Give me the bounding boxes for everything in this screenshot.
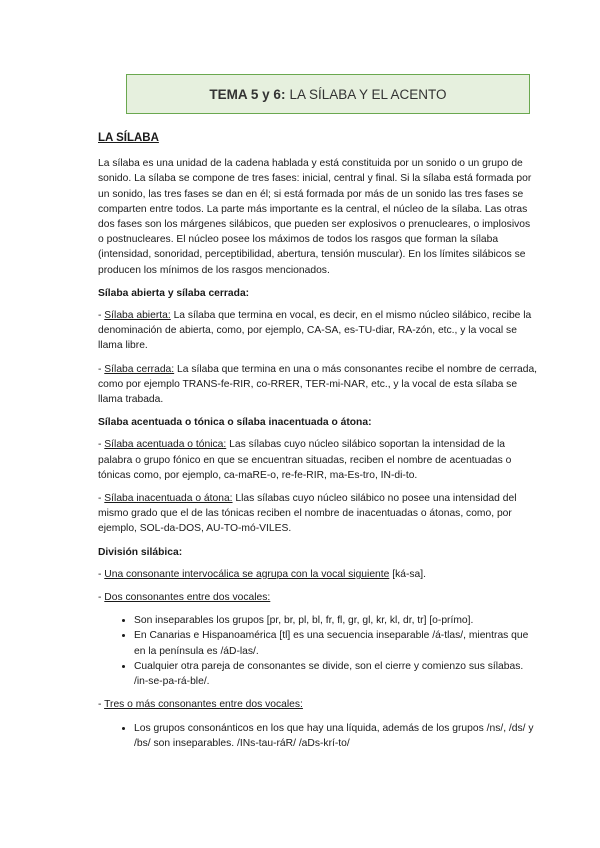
section-heading-division: División silábica: (98, 546, 183, 558)
rule-one-consonant: - Una consonante intervocálica se agrupa con la vocal siguiente [ká-sa]. (98, 568, 426, 580)
content (98, 131, 538, 759)
list-item: • Los grupos consonánticos en los que hay una líquida, además de los grupos /ns/, /ds/ y /bs/ son inseparables. /INs-tau-ráR/ /aDs-krí-to/ (134, 721, 538, 751)
list-item: • En Canarias e Hispanoamérica [tl] es una secuencia inseparable /á-tlas/, mientras que en la península es /áD-las/. (134, 628, 538, 658)
paragraph-tonica: - Sílaba acentuada o tónica: Las sílabas cuyo núcleo silábico soportan la intensidad de la palabra o grupo fónico en que se encuentran situadas, reciben el nombre de acentuadas o tónicas como, por ejemplo, ca-maRE-o, re-fe-RIR, ma-Es-tro, IN-di-to. (98, 439, 512, 481)
text-abierta: La sílaba que termina en vocal, es decir, en el mismo núcleo silábico, recibe la denominación de abierta, como, por ejemplo, CA-SA, es-TU-diar, RA-zón, etc., y la vocal se llama libre. (98, 310, 532, 352)
rule2-list (98, 613, 538, 689)
paragraph-cerrada: - Sílaba cerrada: La sílaba que termina en una o más consonantes recibe el nombre de cerrada, como por ejemplo TRANS-fe-RIR, co-RRER, TER-mi-NAR, etc., y la vocal de esta sílaba se llama trabada. (98, 363, 538, 406)
title-prefix: TEMA 5 y 6: (209, 86, 286, 102)
rule-three-consonants: - Tres o más consonantes entre dos vocales: (98, 699, 303, 711)
section-heading-tonica-atona: Sílaba acentuada o tónica o sílaba inacentuada o átona: (98, 417, 372, 429)
list-item: • Son inseparables los grupos [pr, br, pl, bl, fr, fl, gr, gl, kr, kl, dr, tr] [o-prímo]. (134, 613, 538, 628)
rule3-list (98, 721, 538, 751)
text-tonica: Las sílabas cuyo núcleo silábico soportan la intensidad de la palabra o grupo fónico en que se encuentran situadas, reciben el nombre de acentuadas o tónicas como, por ejemplo, ca-maRE-o, re-fe-RIR, ma-Es-tro, IN-di-to. (98, 439, 512, 481)
paragraph-atona: - Sílaba inacentuada o átona: Llas sílabas cuyo núcleo silábico no posee una intensidad del mismo grado que el de las tónicas reciben el nombre de inacentuadas o átonas, como, por ejemplo, SOL-da-DOS, AU-TO-mó-VILES. (98, 493, 517, 535)
section-heading-abierta-cerrada: Sílaba abierta y sílaba cerrada: (98, 287, 250, 299)
term-abierta: Sílaba abierta: (104, 310, 171, 322)
rule1-text: [ká-sa]. (389, 568, 426, 580)
rule3-label: Tres o más consonantes entre dos vocales: (104, 699, 303, 711)
text-atona: Llas sílabas cuyo núcleo silábico no posee una intensidad del mismo grado que el de las tónicas reciben el nombre de inacentuadas o átonas, como, por ejemplo, SOL-da-DOS, AU-TO-mó-VILES. (98, 493, 517, 535)
rule2-label: Dos consonantes entre dos vocales: (104, 592, 271, 604)
intro-paragraph: La sílaba es una unidad de la cadena hablada y está constituida por un sonido o un grupo de sonido. La sílaba se compone de tres fases: inicial, central y final. Si la sílaba está formada por un sonido, las tres fases se dan en él; si está formada por más de un sonido las tres fases se comparten entre todos. La parte más importante es la central, el núcleo de la sílaba. Las otras dos fases son los márgenes silábicos, que pueden ser explosivos o prenucleares, o implosivos o postnucleares. El núcleo posee los máximos de todos los rasgos que forman la sílaba (intensidad, sonoridad, perceptibilidad, abertura, tensión muscular). En los límites silábicos se producen los mínimos de los rasgos mencionados. (98, 158, 532, 276)
term-atona: Sílaba inacentuada o átona: (104, 493, 233, 505)
paragraph-abierta: - Sílaba abierta: La sílaba que termina en vocal, es decir, en el mismo núcleo silábico, recibe la denominación de abierta, como, por ejemplo, CA-SA, es-TU-diar, RA-zón, etc., y la vocal se llama libre. (98, 310, 532, 352)
rule1-label: Una consonante intervocálica se agrupa con la vocal siguiente (104, 568, 390, 580)
section-heading-silaba: LA SÍLABA (98, 132, 159, 144)
term-cerrada: Sílaba cerrada: (104, 363, 175, 375)
term-tonica: Sílaba acentuada o tónica: (104, 439, 227, 451)
title-rest: LA SÍLABA Y EL ACENTO (289, 86, 447, 102)
title-box (126, 74, 530, 114)
text-cerrada: La sílaba que termina en una o más consonantes recibe el nombre de cerrada, como por ejemplo TRANS-fe-RIR, co-RRER, TER-mi-NAR, etc., y la vocal de esta sílaba se llama trabada. (98, 363, 538, 406)
list-item: • Cualquier otra pareja de consonantes se divide, son el cierre y comienzo sus sílabas. /in-se-pa-rá-ble/. (134, 659, 538, 689)
rule-two-consonants: - Dos consonantes entre dos vocales: (98, 592, 271, 604)
